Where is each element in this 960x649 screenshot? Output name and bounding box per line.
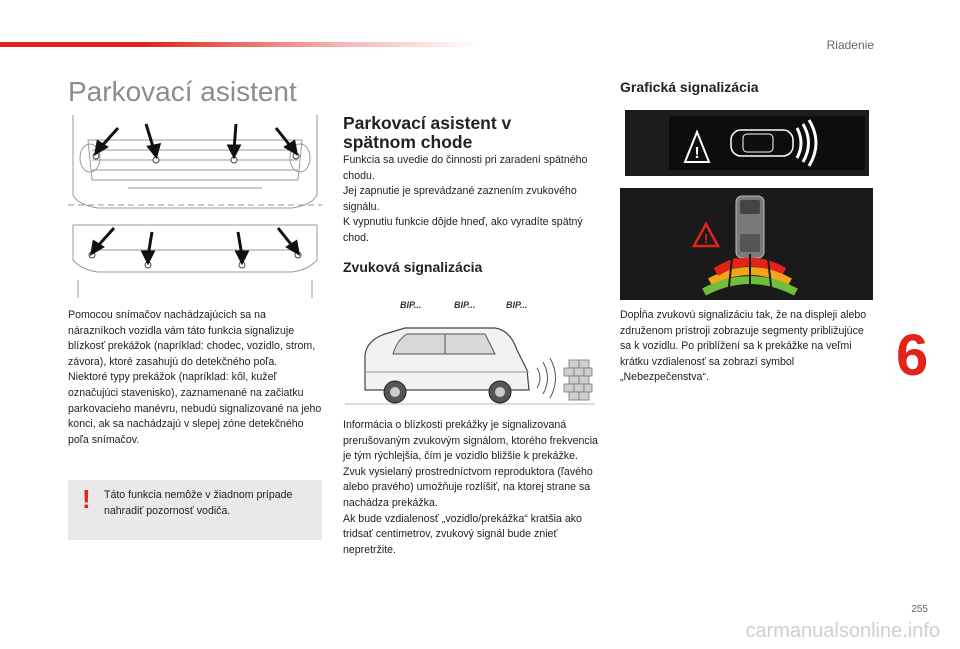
sound-paragraph-3: Ak bude vzdialenosť „vozidlo/prekážka“ kratšia ako tridsať centimetrov, zvukový signál bude znieť nepretržite.: [343, 512, 582, 556]
heading-graphic-signal: Grafická signalizácia: [620, 79, 759, 95]
touchscreen-display-graphic: [620, 188, 873, 300]
warning-box: [68, 480, 322, 540]
sound-paragraph-1: Informácia o blízkosti prekážky je signalizovaná prerušovaným zvukovým signálom, ktorého frekvencia je tým rýchlejšia, čím je vozidlo bližšie k prekážke.: [343, 419, 598, 463]
rear-paragraph-1: Funkcia sa uvedie do činnosti pri zaradení spätného chodu.: [343, 154, 588, 182]
page-number: 255: [911, 604, 928, 615]
heading-rear-parking: Parkovací asistent v spätnom chode: [343, 113, 512, 152]
van-reversing-illustration: [345, 320, 595, 410]
svg-text:!: !: [694, 145, 700, 162]
heading-sound-signal: Zvuková signalizácia: [343, 259, 483, 275]
beep-label-1: BIP...: [400, 300, 422, 310]
intro-text: [68, 308, 326, 448]
cluster-display-graphic: [625, 110, 869, 176]
intro-paragraph-2: Niektoré typy prekážok (napríklad: kôl, kužeľ označujúci stavenisko), zaznamenané na začiatku parkovacieho manévru, nebudú signalizované na jeho konci, ak sa nachádzajú v slepej zóne detekčného poľa snímačov.: [68, 371, 322, 446]
header-accent-bar: [0, 42, 480, 47]
rear-paragraph-3: K vypnutiu funkcie dôjde hneď, ako vyradíte spätný chod.: [343, 216, 583, 244]
sound-paragraph-2: Zvuk vysielaný prostredníctvom reproduktora (ľavého alebo pravého) umožňuje rozlíšiť, na ktorej strane sa nachádza prekážka.: [343, 465, 593, 509]
svg-text:!: !: [703, 231, 709, 246]
warning-text: Táto funkcia nemôže v žiadnom prípade nahradiť pozornosť vodiča.: [104, 489, 293, 517]
watermark-text: carmanualsonline.info: [745, 620, 940, 642]
intro-paragraph-1: Pomocou snímačov nachádzajúcich sa na nárazníkoch vozidla vám táto funkcia signalizuje blízkosť prekážok (napríklad: chodec, vozidlo, strom, závora), ktoré zasahujú do detekčného poľa.: [68, 309, 316, 368]
rear-parking-text: [343, 153, 595, 247]
page-title: Parkovací asistent: [68, 76, 297, 107]
warning-icon: !: [82, 484, 91, 514]
chapter-number: 6: [896, 323, 929, 388]
sound-signal-text: [343, 418, 599, 558]
beep-label-3: BIP...: [506, 300, 528, 310]
beep-label-2: BIP...: [454, 300, 476, 310]
rear-paragraph-2: Jej zapnutie je sprevádzané zaznením zvukového signálu.: [343, 185, 577, 213]
section-title: Riadenie: [826, 38, 874, 52]
touchscreen-display: [620, 188, 873, 300]
graphic-signal-text: Dopĺňa zvukovú signalizáciu tak, že na displeji alebo združenom prístroji zobrazuje segmenty približujúce sa k vozidlu. Po priblížení sa k prekážke na veľmi krátku vzdialenosť sa zobrazí symbol „Nebezpečenstva“.: [620, 309, 867, 384]
cluster-display: [625, 110, 869, 176]
bumper-sensors-illustration: [68, 110, 322, 300]
